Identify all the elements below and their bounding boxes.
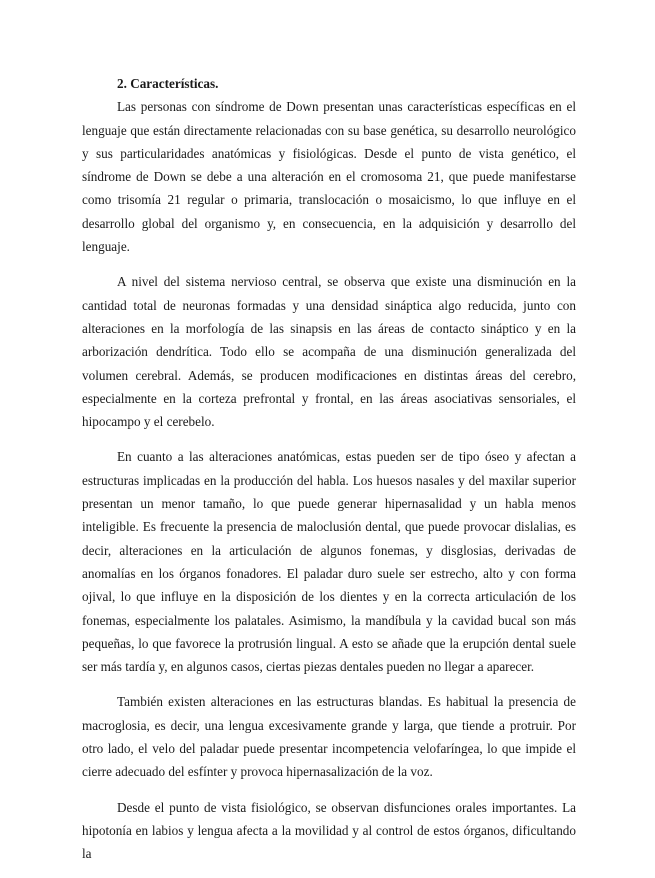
section-heading: 2. Características.	[117, 76, 219, 91]
paragraph-anatomical: En cuanto a las alteraciones anatómicas, estas pueden ser de tipo óseo y afectan a estructuras implicadas en la producción del habla. Los huesos nasales y del maxilar superior presentan un menor tamaño, lo que puede generar hipernasalidad y un habla menos inteligible. Es frecuente la presencia de maloclusión dental, que puede provocar dislalias, es decir, alteraciones en la articulación de algunos fonemas, y disglosias, derivadas de anomalías en los órganos fonadores. El paladar duro suele ser estrecho, alto y con forma ojival, lo que influye en la disposición de los dientes y en la correcta articulación de los fonemas, especialmente los palatales. Asimismo, la mandíbula y la cavidad bucal son más pequeñas, lo que favorece la protrusión lingual. A esto se añade que la erupción dental suele ser más tardía y, en algunos casos, ciertas piezas dentales pueden no llegar a aparecer.	[82, 449, 576, 675]
paragraph-nervous-system: A nivel del sistema nervioso central, se observa que existe una disminución en la cantidad total de neuronas formadas y una densidad sináptica algo reducida, junto con alteraciones en la morfología de las sinapsis en las áreas de contacto sináptico y en la arborización dendrítica. Todo ello se acompaña de una disminución generalizada del volumen cerebral. Además, se producen modificaciones en distintas áreas del cerebro, especialmente en la corteza prefrontal y frontal, en las áreas asociativas sensoriales, el hipocampo y el cerebelo.	[82, 274, 576, 430]
paragraph-genetics: Las personas con síndrome de Down presentan unas características específicas en el lenguaje que están directamente relacionadas con su base genética, su desarrollo neurológico y sus particularidades anatómicas y fisiológicas. Desde el punto de vista genético, el síndrome de Down se debe a una alteración en el cromosoma 21, que puede manifestarse como trisomía 21 regular o primaria, translocación o mosaicismo, lo que influye en el desarrollo global del organismo y, en consecuencia, en la adquisición y desarrollo del lenguaje.	[82, 99, 576, 255]
document-body	[82, 72, 576, 878]
paragraph-physiological: Desde el punto de vista fisiológico, se observan disfunciones orales importantes. La hipotonía en labios y lengua afecta a la movilidad y al control de estos órganos, dificultando la	[82, 799, 576, 862]
paragraph-soft-structures: También existen alteraciones en las estructuras blandas. Es habitual la presencia de macroglosia, es decir, una lengua excesivamente grande y larga, que tiende a protruir. Por otro lado, el velo del paladar puede presentar incompetencia velofaríngea, lo que impide el cierre adecuado del esfínter y provoca hipernasalización de la voz.	[82, 694, 576, 780]
